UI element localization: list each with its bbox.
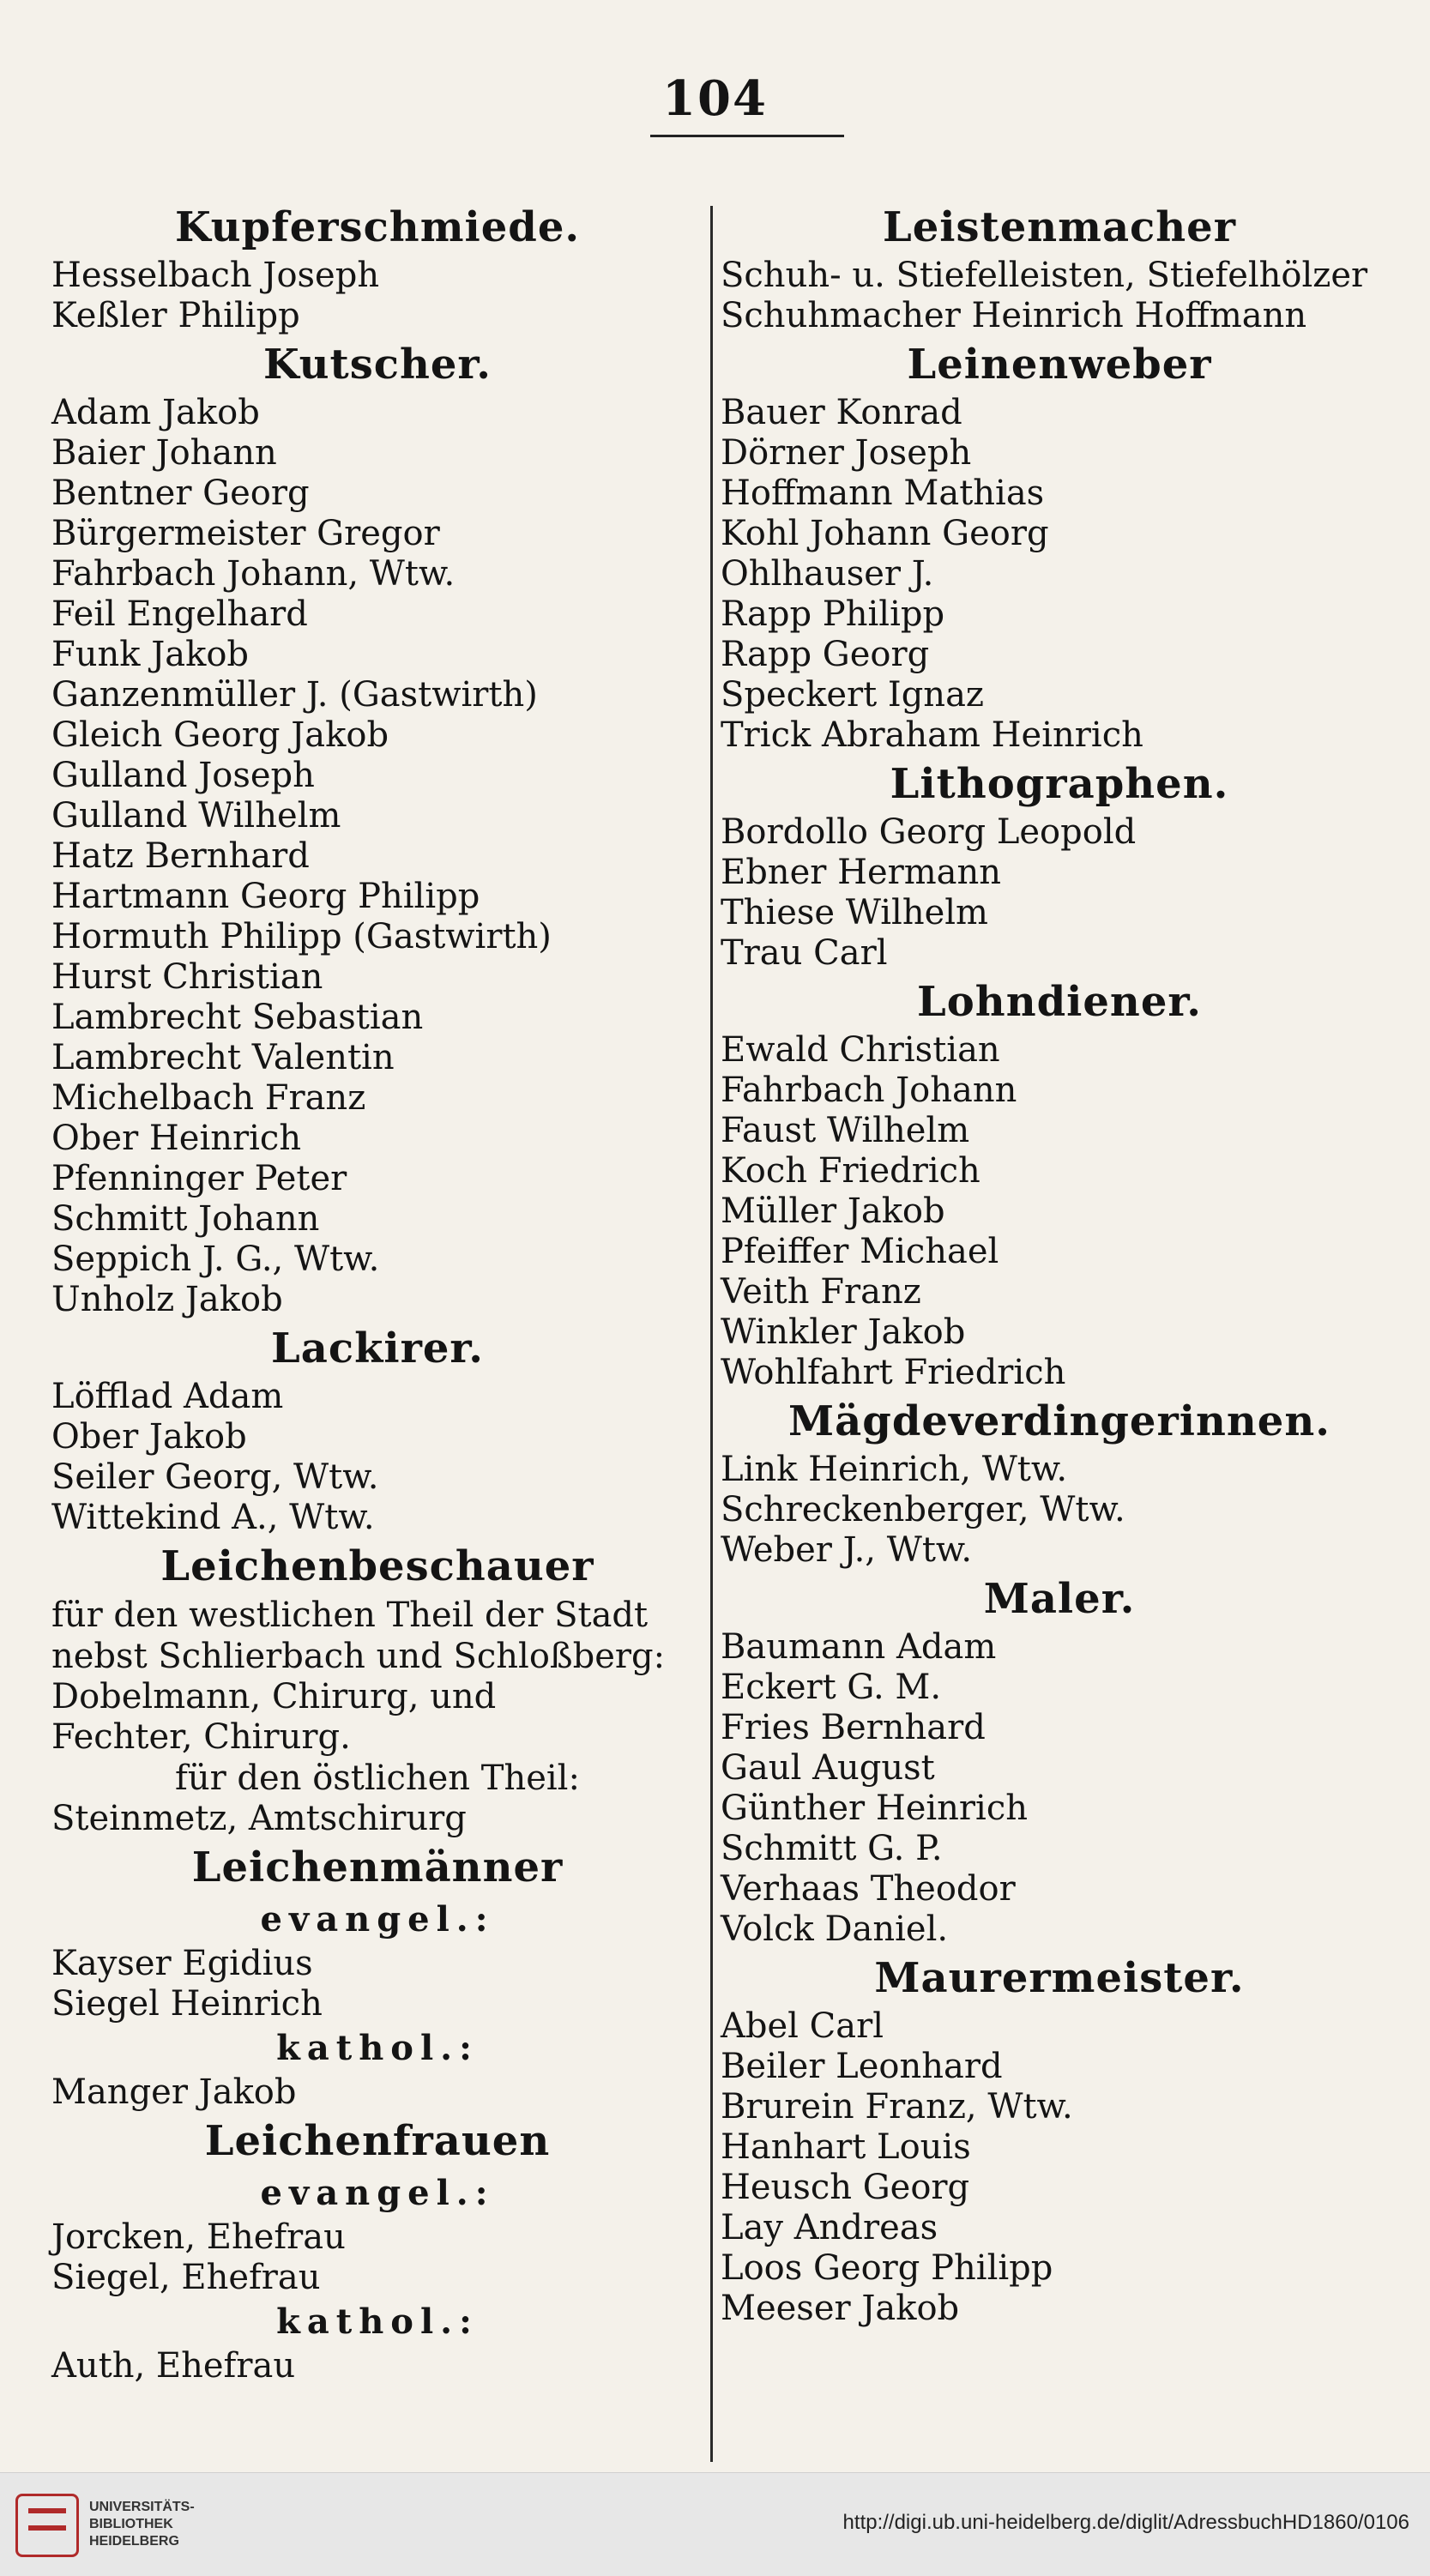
list-item: Trick Abraham Heinrich xyxy=(721,715,1143,755)
list-item: Faust Wilhelm xyxy=(721,1111,970,1150)
list-item: Beiler Leonhard xyxy=(721,2047,1003,2086)
list-item: Brurein Franz, Wtw. xyxy=(721,2087,1073,2127)
list-item: Hesselbach Joseph xyxy=(51,256,380,295)
list-item: Michelbach Franz xyxy=(51,1078,366,1118)
library-name xyxy=(89,2499,195,2550)
list-item: Veith Franz xyxy=(721,1272,921,1312)
list-item: Siegel, Ehefrau xyxy=(51,2258,321,2297)
list-item: Winkler Jakob xyxy=(721,1312,966,1352)
section-maler xyxy=(721,1627,1398,1950)
page-number: 104 xyxy=(662,70,768,127)
section-lohndiener xyxy=(721,1030,1398,1393)
list-item: Dobelmann, Chirurg, und xyxy=(51,1677,497,1716)
library-logo-icon xyxy=(15,2494,79,2557)
list-item: Heusch Georg xyxy=(721,2168,970,2207)
list-item: Pfenninger Peter xyxy=(51,1159,347,1198)
list-item: Lambrecht Valentin xyxy=(51,1038,395,1077)
list-item: Rapp Philipp xyxy=(721,594,945,634)
leichenbeschauer-note-west: für den westlichen Theil der Stadt xyxy=(51,1596,649,1635)
list-item: Schuhmacher Heinrich Hoffmann xyxy=(721,296,1307,335)
section-kupferschmiede xyxy=(51,256,703,336)
page-number-rule xyxy=(650,135,844,137)
list-item: Steinmetz, Amtschirurg xyxy=(51,1799,467,1838)
list-item: Gulland Wilhelm xyxy=(51,796,341,836)
list-item: Dörner Joseph xyxy=(721,433,972,473)
list-item: Kohl Johann Georg xyxy=(721,514,1049,553)
list-item: Bauer Konrad xyxy=(721,393,962,432)
list-item: Ober Jakob xyxy=(51,1417,247,1457)
list-item: Volck Daniel. xyxy=(721,1909,949,1949)
list-item: Wittekind A., Wtw. xyxy=(51,1498,375,1537)
list-item: Ewald Christian xyxy=(721,1030,1000,1070)
section-maegdeverdingerinnen xyxy=(721,1450,1398,1571)
column-divider xyxy=(710,206,713,2462)
list-item: Schmitt Johann xyxy=(51,1199,320,1239)
section-kutscher xyxy=(51,393,703,1320)
section-heading-lackirer: Lackirer. xyxy=(271,1324,484,1372)
denomination-label-kathol: kathol.: xyxy=(276,2028,479,2068)
library-name-line: HEIDELBERG xyxy=(89,2534,179,2549)
list-item: Ganzenmüller J. (Gastwirth) xyxy=(51,675,538,715)
list-item: Keßler Philipp xyxy=(51,296,300,335)
right-column xyxy=(721,199,1398,2329)
list-item: Hoffmann Mathias xyxy=(721,474,1045,513)
list-item: Koch Friedrich xyxy=(721,1151,980,1191)
section-heading-maler: Maler. xyxy=(983,1575,1136,1623)
denomination-label-kathol: kathol.: xyxy=(276,2302,479,2342)
section-heading-kutscher: Kutscher. xyxy=(262,341,492,389)
list-item: Schuh- u. Stiefelleisten, Stiefelhölzer xyxy=(721,256,1368,295)
section-heading-maurermeister: Maurermeister. xyxy=(874,1954,1245,2002)
section-heading-kupferschmiede: Kupferschmiede. xyxy=(174,203,581,251)
list-item: Jorcken, Ehefrau xyxy=(51,2217,346,2257)
list-item: Kayser Egidius xyxy=(51,1944,313,1983)
library-name-line: BIBLIOTHEK xyxy=(89,2517,173,2531)
list-item: Bentner Georg xyxy=(51,474,310,513)
list-item: Günther Heinrich xyxy=(721,1789,1029,1828)
leichenmaenner-evangel-list xyxy=(51,1944,703,2024)
section-heading-lithographen: Lithographen. xyxy=(890,760,1229,808)
section-leistenmacher xyxy=(721,256,1398,336)
list-item: Weber J., Wtw. xyxy=(721,1530,973,1570)
list-item: Ohlhauser J. xyxy=(721,554,934,594)
list-item: Lay Andreas xyxy=(721,2208,938,2247)
list-item: Adam Jakob xyxy=(51,393,260,432)
list-item: Schmitt G. P. xyxy=(721,1829,943,1868)
list-item: Lambrecht Sebastian xyxy=(51,998,424,1037)
list-item: Fahrbach Johann xyxy=(721,1071,1017,1110)
denomination-label-evangel: evangel.: xyxy=(260,2173,495,2213)
section-heading-leichenfrauen: Leichenfrauen xyxy=(204,2117,551,2165)
list-item: Meeser Jakob xyxy=(721,2289,960,2328)
leichenfrauen-evangel-list xyxy=(51,2217,703,2298)
list-item: Ebner Hermann xyxy=(721,853,1002,892)
list-item: Baier Johann xyxy=(51,433,277,473)
list-item: Fechter, Chirurg. xyxy=(51,1717,351,1757)
list-item: Bürgermeister Gregor xyxy=(51,514,440,553)
list-item: Gleich Georg Jakob xyxy=(51,715,389,755)
section-lackirer xyxy=(51,1377,703,1538)
list-item: Siegel Heinrich xyxy=(51,1984,323,2024)
list-item: Müller Jakob xyxy=(721,1191,945,1231)
list-item: Wohlfahrt Friedrich xyxy=(721,1353,1066,1392)
list-item: Eckert G. M. xyxy=(721,1668,942,1707)
list-item: Seppich J. G., Wtw. xyxy=(51,1240,380,1279)
list-item: Unholz Jakob xyxy=(51,1280,283,1319)
list-item: Hartmann Georg Philipp xyxy=(51,877,480,916)
list-item: Thiese Wilhelm xyxy=(721,893,988,932)
section-heading-leistenmacher: Leistenmacher xyxy=(883,203,1236,251)
list-item: Hormuth Philipp (Gastwirth) xyxy=(51,917,552,956)
list-item: Fahrbach Johann, Wtw. xyxy=(51,554,456,594)
list-item: Pfeiffer Michael xyxy=(721,1232,999,1271)
viewer-footer xyxy=(0,2472,1430,2576)
list-item: Feil Engelhard xyxy=(51,594,308,634)
section-heading-leinenweber: Leinenweber xyxy=(907,341,1212,389)
list-item: Seiler Georg, Wtw. xyxy=(51,1457,379,1497)
section-heading-leichenmaenner: Leichenmänner xyxy=(191,1843,564,1891)
list-item: Gulland Joseph xyxy=(51,756,315,795)
list-item: Funk Jakob xyxy=(51,635,250,674)
list-item: Abel Carl xyxy=(721,2006,884,2046)
list-item: Hanhart Louis xyxy=(721,2127,971,2167)
list-item: Trau Carl xyxy=(721,933,888,973)
section-heading-lohndiener: Lohndiener. xyxy=(917,978,1202,1026)
list-item: Hurst Christian xyxy=(51,957,323,997)
list-item: Bordollo Georg Leopold xyxy=(721,812,1137,852)
denomination-label-evangel: evangel.: xyxy=(260,1899,495,1940)
left-column xyxy=(51,199,703,2386)
section-heading-maegdeverdingerinnen: Mägdeverdingerinnen. xyxy=(788,1397,1330,1445)
list-item: Löfflad Adam xyxy=(51,1377,284,1416)
leichenmaenner-kathol-list xyxy=(51,2072,703,2113)
section-lithographen xyxy=(721,812,1398,974)
list-item: Loos Georg Philipp xyxy=(721,2248,1053,2288)
list-item: Auth, Ehefrau xyxy=(51,2346,296,2386)
list-item: Baumann Adam xyxy=(721,1627,997,1667)
source-url-link[interactable]: http://digi.ub.uni-heidelberg.de/diglit/AdressbuchHD1860/0106 xyxy=(842,2511,1409,2534)
leichenbeschauer-note-east: für den östlichen Theil: xyxy=(175,1759,580,1798)
list-item: Ober Heinrich xyxy=(51,1119,302,1158)
list-item: Manger Jakob xyxy=(51,2072,297,2112)
section-heading-leichenbeschauer: Leichenbeschauer xyxy=(160,1542,594,1590)
list-item: Rapp Georg xyxy=(721,635,930,674)
leichenbeschauer-note-schlierbach: nebst Schlierbach und Schloßberg: xyxy=(51,1637,666,1676)
list-item: Speckert Ignaz xyxy=(721,675,984,715)
library-name-line: UNIVERSITÄTS- xyxy=(89,2500,195,2514)
list-item: Fries Bernhard xyxy=(721,1708,986,1747)
list-item: Schreckenberger, Wtw. xyxy=(721,1490,1125,1529)
list-item: Hatz Bernhard xyxy=(51,836,310,876)
list-item: Link Heinrich, Wtw. xyxy=(721,1450,1068,1489)
section-leinenweber xyxy=(721,393,1398,756)
leichenfrauen-kathol-list xyxy=(51,2346,703,2386)
list-item: Verhaas Theodor xyxy=(721,1869,1016,1909)
section-maurermeister xyxy=(721,2006,1398,2329)
list-item: Gaul August xyxy=(721,1748,935,1788)
